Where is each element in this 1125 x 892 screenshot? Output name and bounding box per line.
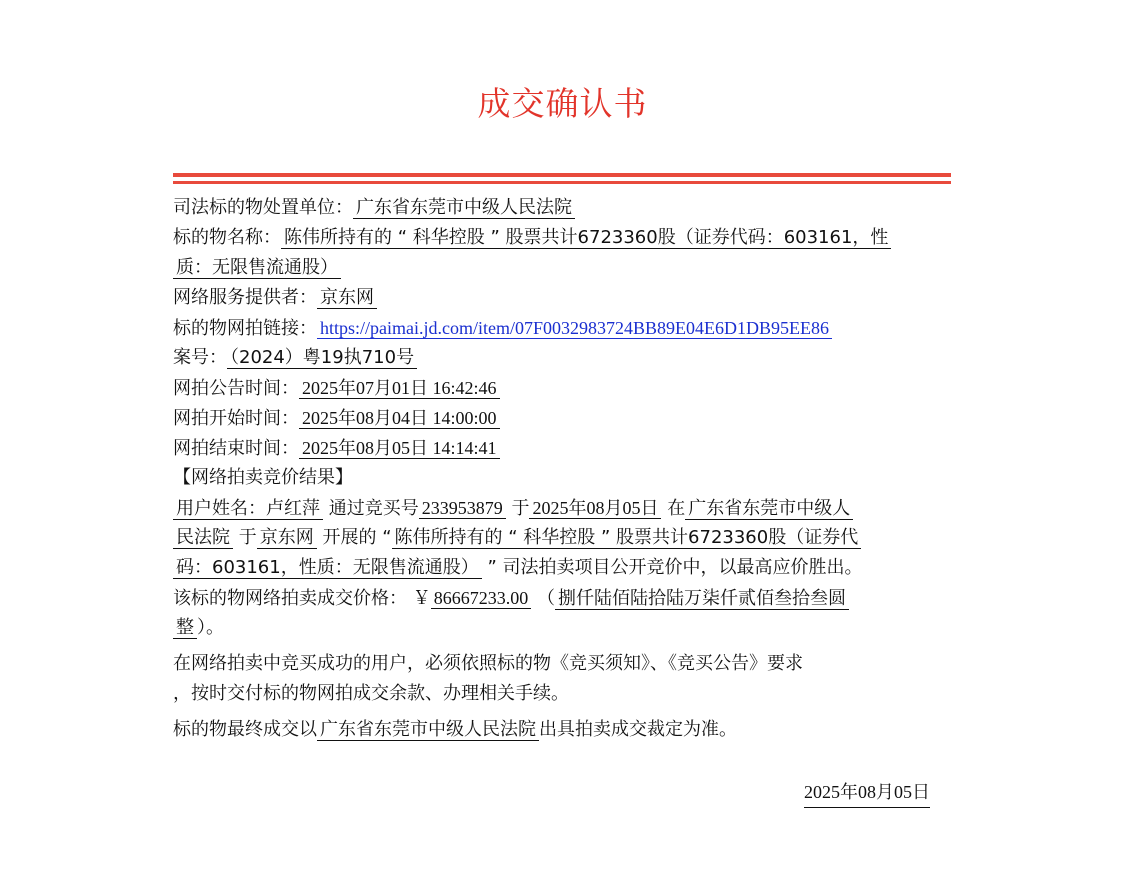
item-name-value-line1: 陈伟所持有的 “ 科华控股 ” 股票共计6723360股（证券代码：603161，性 <box>281 227 891 249</box>
currency-symbol: ￥ <box>412 588 431 609</box>
case-row <box>173 343 963 373</box>
document-body <box>173 193 963 745</box>
final-row <box>173 715 963 745</box>
text-at: 于 <box>511 498 530 519</box>
announce-label: 网拍公告时间： <box>173 378 299 399</box>
price-row-cont <box>173 613 963 643</box>
start-row <box>173 403 963 433</box>
final-pre: 标的物最终成交以 <box>173 719 317 740</box>
notice-line-1: 在网络拍卖中竞买成功的用户，必须依照标的物《竞买须知》、《竞买公告》要求 <box>173 653 803 674</box>
case-value: （2024）粤19执710号 <box>227 347 417 369</box>
text-end: ” 司法拍卖项目公开竞价中，以最高应价胜出。 <box>487 557 863 578</box>
result-item-line1: 陈伟所持有的 “ 科华控股 ” 股票共计6723360股（证券代 <box>392 527 862 549</box>
user-label: 用户姓名： <box>176 498 266 519</box>
result-item-line2: 码：603161，性质：无限售流通股） <box>173 557 482 579</box>
item-name-label: 标的物名称： <box>173 227 281 248</box>
item-name-value-line2: 质：无限售流通股） <box>173 257 341 279</box>
user-name: 卢红萍 <box>266 498 320 519</box>
footer-date: 2025年08月05日 <box>804 777 930 808</box>
notice-line-2: ，按时交付标的物网拍成交余款、办理相关手续。 <box>173 683 569 704</box>
price-row <box>173 583 963 613</box>
auction-link[interactable]: https://paimai.jd.com/item/07F0032983724BB89E04E6D1DB95EE86 <box>317 318 832 339</box>
result-court-line1: 广东省东莞市中级人 <box>685 498 853 520</box>
text-held: 开展的 “ <box>322 527 392 548</box>
start-label: 网拍开始时间： <box>173 408 299 429</box>
final-court: 广东省东莞市中级人民法院 <box>317 719 539 741</box>
result-court-line2: 民法院 <box>173 527 233 549</box>
price-words-line2: 整 <box>173 617 197 639</box>
disposal-unit-row <box>173 193 963 223</box>
price-label: 该标的物网络拍卖成交价格： <box>173 588 407 609</box>
end-row <box>173 433 963 463</box>
result-date: 2025年08月05日 <box>529 498 661 519</box>
announce-value: 2025年07月01日 16:42:46 <box>299 378 500 399</box>
final-post: 出具拍卖成交裁定为准。 <box>539 719 737 740</box>
text-via: 通过竞买号 <box>328 498 419 519</box>
end-value: 2025年08月05日 14:14:41 <box>299 438 500 459</box>
red-divider-bottom <box>173 181 951 184</box>
item-name-row-cont <box>173 253 963 283</box>
disposal-unit-value: 广东省东莞市中级人民法院 <box>353 197 575 219</box>
start-value: 2025年08月04日 14:00:00 <box>299 408 500 429</box>
result-line-2 <box>173 523 963 553</box>
case-label: 案号： <box>173 347 227 368</box>
announce-row <box>173 373 963 403</box>
link-row <box>173 313 963 343</box>
disposal-unit-label: 司法标的物处置单位： <box>173 197 353 218</box>
provider-row <box>173 283 963 313</box>
paren-close: ）。 <box>197 617 224 638</box>
result-line-3 <box>173 553 963 583</box>
price-value: 86667233.00 <box>431 588 532 609</box>
price-words-line1: 捌仟陆佰陆拾陆万柒仟贰佰叁拾叁圆 <box>555 588 849 610</box>
result-platform: 京东网 <box>257 527 317 549</box>
result-user-block <box>173 498 323 520</box>
text-in: 在 <box>667 498 686 519</box>
link-label: 标的物网拍链接： <box>173 318 317 339</box>
document-title: 成交确认书 <box>477 84 648 123</box>
bid-number: 233953879 <box>419 498 506 519</box>
result-heading: 【网络拍卖竞价结果】 <box>173 467 353 488</box>
text-at-2: 于 <box>238 527 257 548</box>
red-divider-top <box>173 173 951 177</box>
result-line-1 <box>173 493 963 523</box>
paren-open: （ <box>536 588 555 609</box>
item-name-row <box>173 223 963 253</box>
provider-value: 京东网 <box>317 287 377 309</box>
end-label: 网拍结束时间： <box>173 438 299 459</box>
provider-label: 网络服务提供者： <box>173 287 317 308</box>
